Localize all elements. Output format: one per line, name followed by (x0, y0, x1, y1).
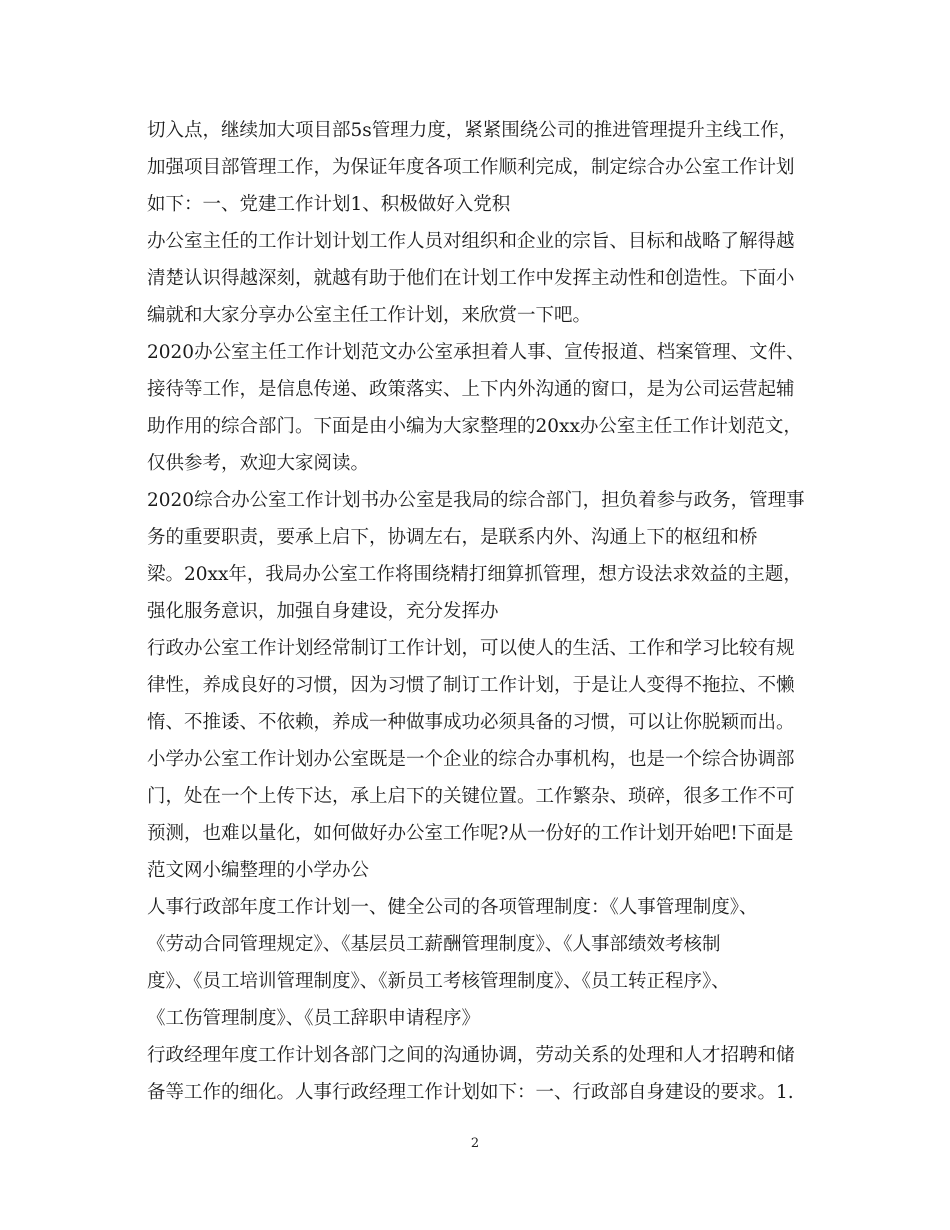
text-line: 律性，养成良好的习惯，因为习惯了制订工作计划，于是让人变得不拖拉、不懒 (147, 675, 795, 696)
text-line: 编就和大家分享办公室主任工作计划，来欣赏一下吧。 (147, 305, 592, 326)
text-line: 小学办公室工作计划办公室既是一个企业的综合办事机构，也是一个综合协调部 (147, 749, 795, 770)
text-line: 行政经理年度工作计划各部门之间的沟通协调，劳动关系的处理和人才招聘和储 (147, 1045, 795, 1066)
text-line: 备等工作的细化。人事行政经理工作计划如下：一、行政部自身建设的要求。1. (147, 1082, 794, 1103)
text-line: 度》、《员工培训管理制度》、《新员工考核管理制度》、《员工转正程序》、 (147, 971, 730, 992)
text-line: 切入点，继续加大项目部5s管理力度，紧紧围绕公司的推进管理提升主线工作， (147, 120, 798, 141)
page-number: 2 (470, 1136, 480, 1151)
text-line: 如下：一、党建工作计划1、积极做好入党积 (147, 194, 511, 215)
text-line: 助作用的综合部门。下面是由小编为大家整理的20xx办公室主任工作计划范文， (147, 416, 802, 437)
document-body (147, 112, 807, 1111)
text-line: 加强项目部管理工作，为保证年度各项工作顺利完成，制定综合办公室工作计划 (147, 157, 795, 178)
text-line: 强化服务意识，加强自身建设，充分发挥办 (147, 601, 499, 622)
text-line: 人事行政部年度工作计划一、健全公司的各项管理制度：《人事管理制度》、 (147, 897, 758, 918)
text-line: 预测，也难以量化，如何做好办公室工作呢?从一份好的工作计划开始吧!下面是 (147, 823, 794, 844)
text-line: 办公室主任的工作计划计划工作人员对组织和企业的宗旨、目标和战略了解得越 (147, 231, 795, 252)
text-line: 范文网小编整理的小学办公 (147, 860, 370, 881)
text-line: 2020综合办公室工作计划书办公室是我局的综合部门，担负着参与政务，管理事 (147, 490, 805, 511)
text-line: 惰、不推诿、不依赖，养成一种做事成功必须具备的习惯，可以让你脱颖而出。 (147, 712, 795, 733)
text-line: 《劳动合同管理规定》、《基层员工薪酬管理制度》、《人事部绩效考核制 (147, 934, 721, 955)
text-line: 门，处在一个上传下达，承上启下的关键位置。工作繁杂、琐碎，很多工作不可 (147, 786, 795, 807)
text-line: 行政办公室工作计划经常制订工作计划，可以使人的生活、工作和学习比较有规 (147, 638, 795, 659)
text-line: 务的重要职责，要承上启下，协调左右，是联系内外、沟通上下的枢纽和桥 (147, 527, 758, 548)
text-line: 仅供参考，欢迎大家阅读。 (147, 453, 370, 474)
text-line: 接待等工作，是信息传递、政策落实、上下内外沟通的窗口，是为公司运营起辅 (147, 379, 795, 400)
text-line: 《工伤管理制度》、《员工辞职申请程序》 (147, 1008, 481, 1029)
text-line: 2020办公室主任工作计划范文办公室承担着人事、宣传报道、档案管理、文件、 (147, 342, 805, 363)
text-line: 梁。20xx年，我局办公室工作将围绕精打细算抓管理，想方设法求效益的主题， (147, 564, 802, 585)
text-line: 清楚认识得越深刻，就越有助于他们在计划工作中发挥主动性和创造性。下面小 (147, 268, 795, 289)
